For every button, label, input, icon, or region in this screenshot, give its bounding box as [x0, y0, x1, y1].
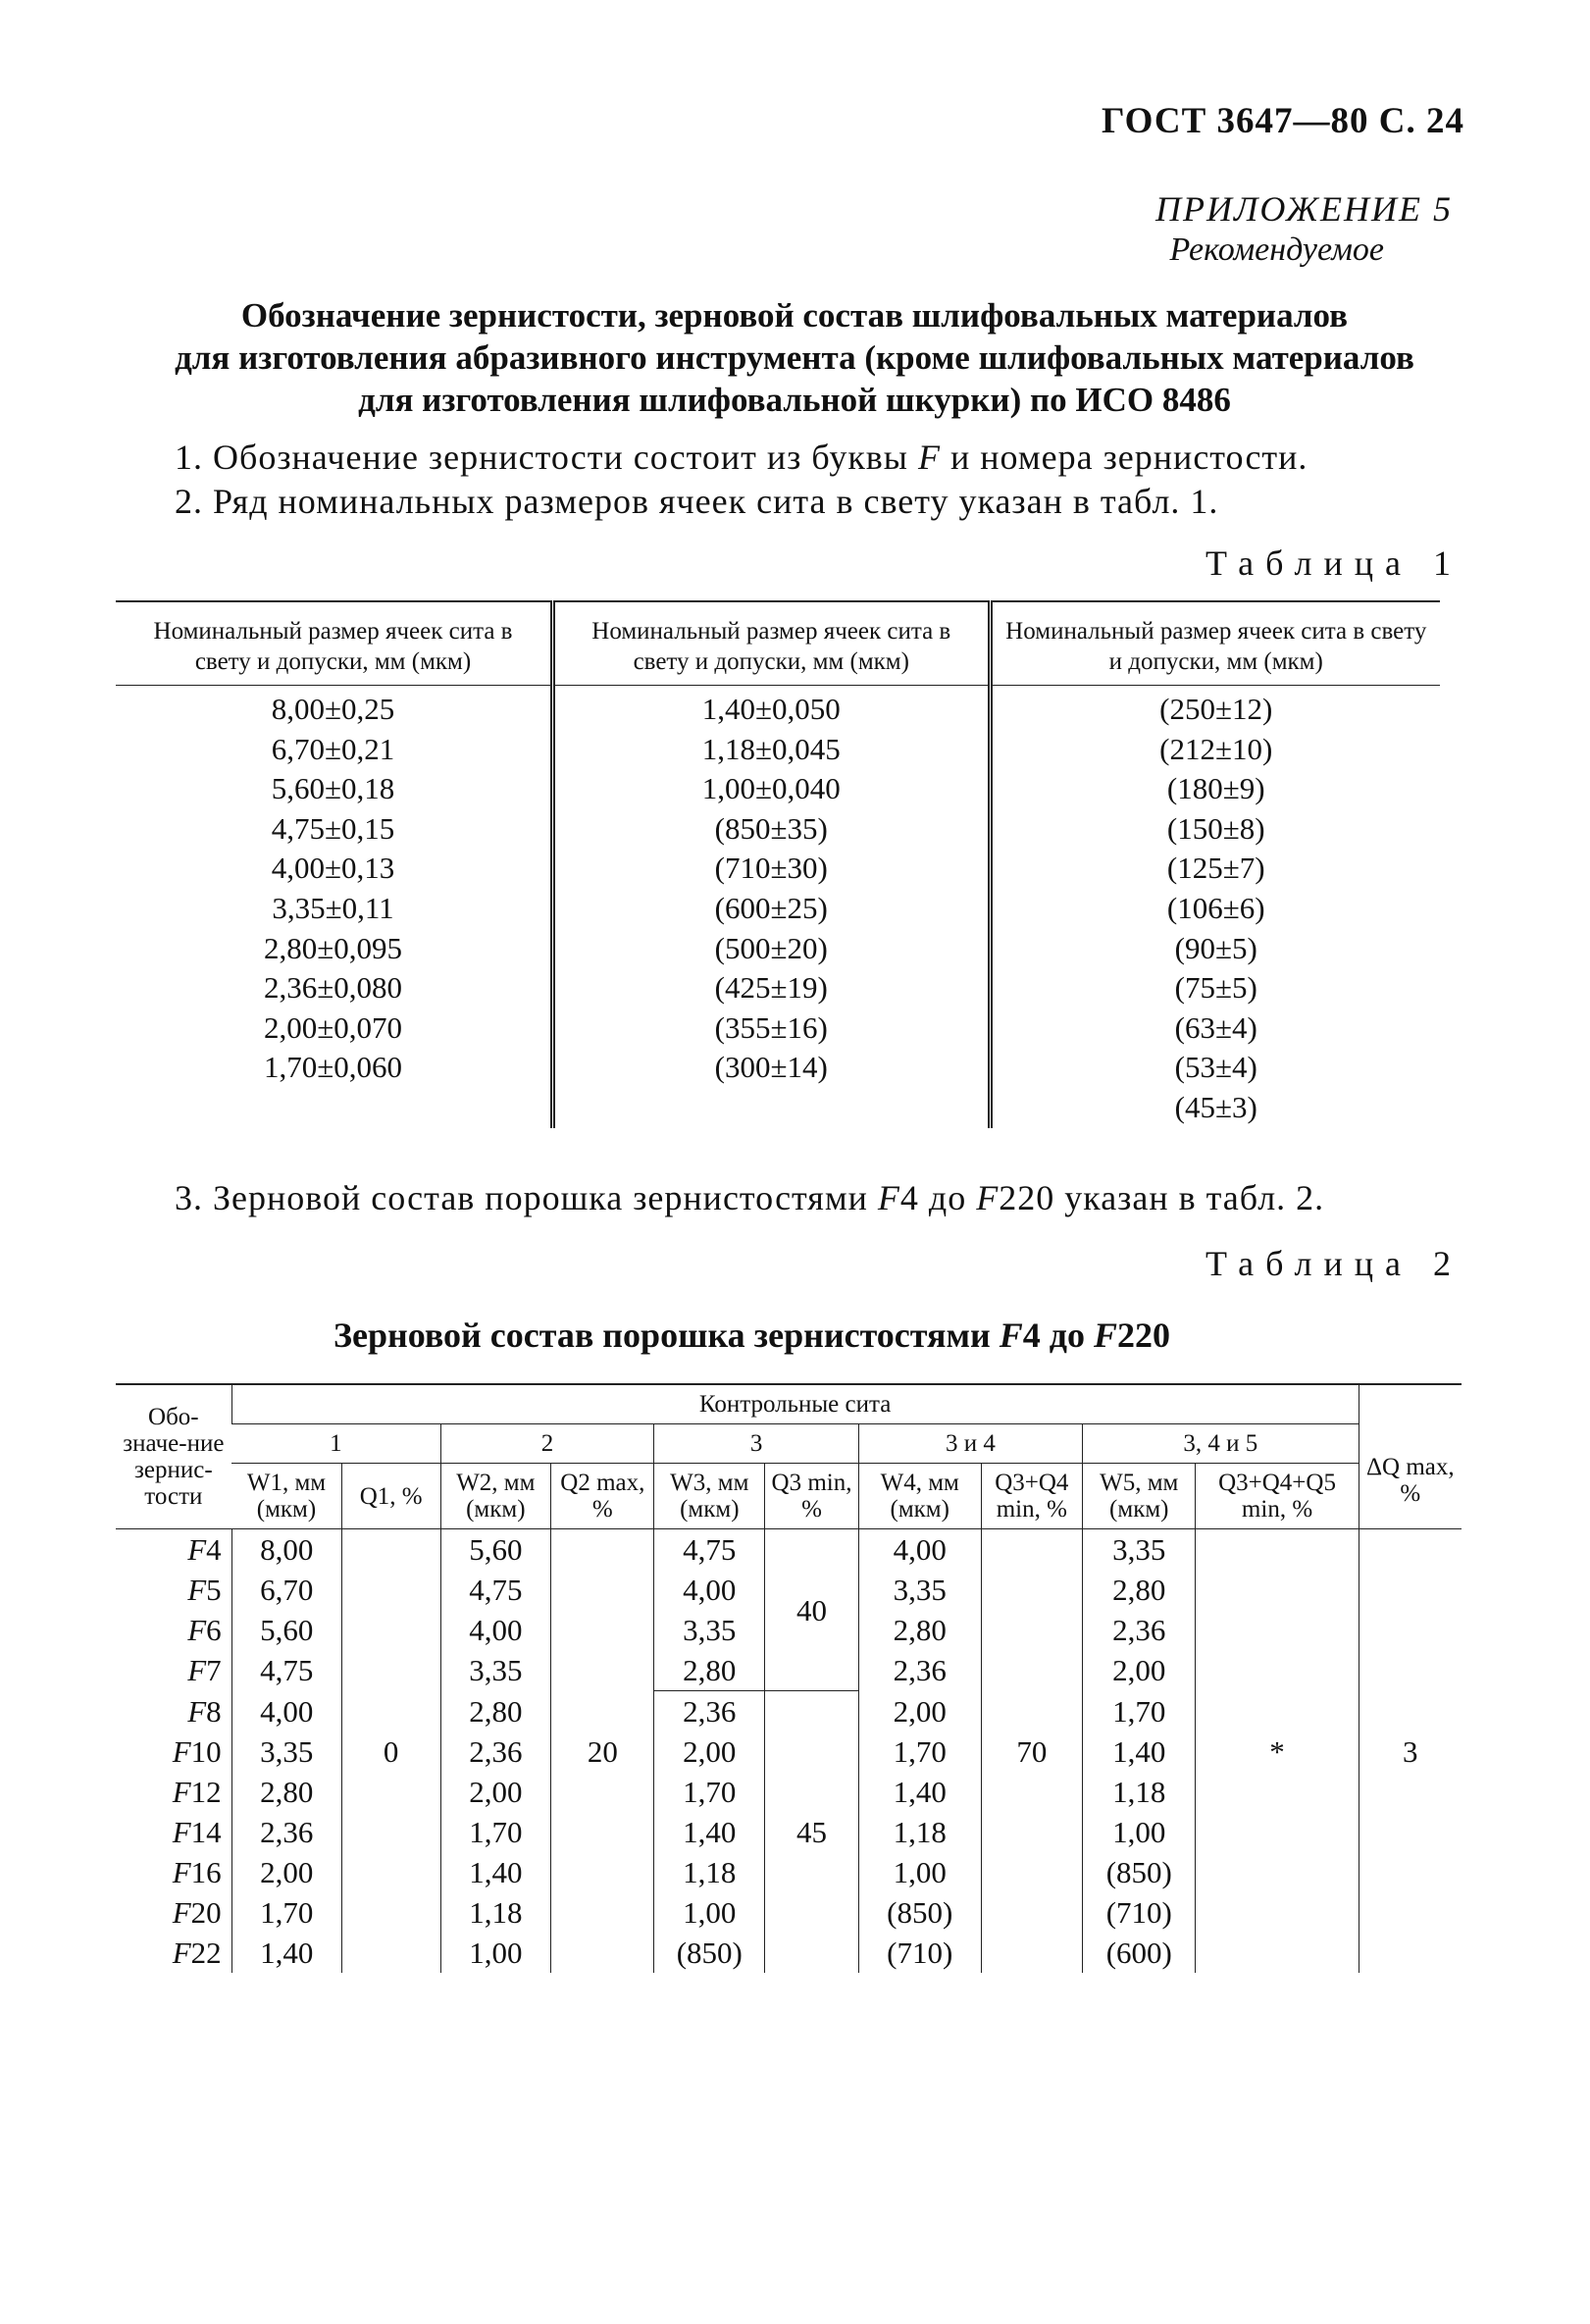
t1-cell-col2: 1,40±0,050: [553, 686, 991, 730]
t2-cell-w1: 5,60: [231, 1610, 341, 1650]
t2-cell-w2: 5,60: [440, 1529, 551, 1571]
title-line: для изготовления абразивного инструмента (кроме шлифовальных материалов: [175, 338, 1414, 377]
t2-group-2: 2: [440, 1424, 654, 1464]
t2-group-1: 1: [231, 1424, 440, 1464]
t2-cell-w3: 2,00: [654, 1731, 765, 1772]
t2-cell-w4: (710): [858, 1933, 981, 1973]
t2-cell-w5: 3,35: [1083, 1529, 1196, 1571]
t1-cell-col3: (150±8): [990, 809, 1440, 850]
title-line: Обозначение зернистости, зерновой состав шлифовальных материалов: [240, 296, 1349, 335]
table-2: [116, 1383, 1462, 1973]
t2-cell-w4: 2,00: [858, 1691, 981, 1732]
t1-cell-col3: (53±4): [990, 1048, 1440, 1088]
t1-cell-col3: (106±6): [990, 889, 1440, 929]
table-row: [116, 968, 1440, 1008]
t2-cell-w5: 2,36: [1083, 1610, 1196, 1650]
t2-cell-w3: 1,18: [654, 1852, 765, 1892]
t1-cell-col1: 2,36±0,080: [263, 970, 402, 1006]
document-title: [108, 294, 1481, 421]
t2-cell-w5: 1,70: [1083, 1691, 1196, 1732]
table1-label: Таблица 1: [1205, 543, 1462, 583]
t2-designation: F12: [172, 1775, 222, 1809]
t1-cell-col3: (212±10): [990, 730, 1440, 770]
t2-sub-q34: Q3+Q4 min, %: [981, 1464, 1083, 1529]
t2-cell-w4: 1,18: [858, 1812, 981, 1852]
table-row: [116, 809, 1440, 850]
t2-cell-w5: 1,18: [1083, 1772, 1196, 1812]
t2-cell-w2: 2,80: [440, 1691, 551, 1732]
t2-cell-w2: 1,18: [440, 1892, 551, 1933]
table-row: [116, 1008, 1440, 1049]
t1-cell-col1: 4,75±0,15: [271, 810, 395, 846]
t2-cell-q2: 20: [551, 1529, 654, 1974]
t1-cell-col2: (355±16): [553, 1008, 991, 1049]
table-row: [116, 849, 1440, 889]
t2-cell-q34: 70: [981, 1529, 1083, 1974]
t2-cell-w5: (850): [1083, 1852, 1196, 1892]
t1-cell-col2: (425±19): [553, 968, 991, 1008]
t2-designation: F5: [187, 1573, 222, 1607]
t2-cell-w4: (850): [858, 1892, 981, 1933]
t1-cell-col2: (600±25): [553, 889, 991, 929]
table-row: [116, 730, 1440, 770]
t2-sub-w1: W1, мм (мкм): [231, 1464, 341, 1529]
t2-cell-w4: 1,00: [858, 1852, 981, 1892]
page-header: ГОСТ 3647—80 С. 24: [1102, 101, 1464, 141]
t2-sub-q345: Q3+Q4+Q5 min, %: [1196, 1464, 1359, 1529]
t2-header-designation: Обо-значе-ние зернис-тости: [116, 1384, 231, 1529]
t2-cell-w2: 2,00: [440, 1772, 551, 1812]
t2-cell-w5: (600): [1083, 1933, 1196, 1973]
t1-cell-col1: 2,00±0,070: [263, 1009, 402, 1045]
table-row: [116, 1529, 1462, 1571]
t1-cell-col2: 1,00±0,040: [553, 769, 991, 809]
table-row: [116, 1048, 1440, 1088]
title-line: для изготовления шлифовальной шкурки) по ИСО 8486: [358, 381, 1231, 419]
t2-cell-w5: 1,40: [1083, 1731, 1196, 1772]
t2-cell-w1: 2,36: [231, 1812, 341, 1852]
t2-designation: F4: [187, 1532, 222, 1567]
t1-cell-col1: 2,80±0,095: [263, 930, 402, 965]
t2-cell-w4: 3,35: [858, 1570, 981, 1610]
t2-designation: F20: [172, 1895, 222, 1930]
t2-cell-q3: 45: [765, 1691, 859, 1974]
t2-designation: F7: [187, 1653, 222, 1687]
t2-designation: F6: [187, 1613, 222, 1647]
t1-cell-col3: (63±4): [990, 1008, 1440, 1049]
t2-sub-q1: Q1, %: [341, 1464, 440, 1529]
appendix-label: ПРИЛОЖЕНИЕ 5: [1155, 189, 1453, 229]
paragraph-2: 2. Ряд номинальных размеров ячеек сита в свету указан в табл. 1.: [175, 482, 1219, 521]
t2-cell-w3: 3,35: [654, 1610, 765, 1650]
t2-cell-w1: 2,00: [231, 1852, 341, 1892]
t2-cell-w1: 2,80: [231, 1772, 341, 1812]
t1-cell-col1: 3,35±0,11: [272, 890, 394, 925]
t2-sub-w4: W4, мм (мкм): [858, 1464, 981, 1529]
table-row: [116, 686, 1440, 730]
t2-cell-w4: 4,00: [858, 1529, 981, 1571]
t2-group-345: 3, 4 и 5: [1083, 1424, 1359, 1464]
t2-sub-w3: W3, мм (мкм): [654, 1464, 765, 1529]
t2-cell-w5: (710): [1083, 1892, 1196, 1933]
t1-cell-col1: 4,00±0,13: [271, 851, 395, 886]
table2-title: Зерновой состав порошка зернистостями F4 до F220: [333, 1316, 1170, 1355]
t1-cell-col3: (125±7): [990, 849, 1440, 889]
table-row: [116, 1088, 1440, 1128]
t2-cell-w4: 2,36: [858, 1650, 981, 1691]
t1-header-col1: Номинальный размер ячеек сита в свету и допуски, мм (мкм): [116, 601, 553, 686]
t2-cell-w1: 1,40: [231, 1933, 341, 1973]
table-row: [116, 929, 1440, 969]
t1-cell-col1: 1,70±0,060: [263, 1050, 402, 1085]
paragraph-1: 1. Обозначение зернистости состоит из буквы F и номера зернистости.: [175, 438, 1308, 477]
t2-cell-w5: 1,00: [1083, 1812, 1196, 1852]
t2-sub-w2: W2, мм (мкм): [440, 1464, 551, 1529]
t1-cell-col2: (500±20): [553, 929, 991, 969]
t2-designation: F16: [172, 1855, 222, 1889]
t2-designation: F14: [172, 1815, 222, 1849]
t1-cell-col2: (710±30): [553, 849, 991, 889]
t1-cell-col3: (75±5): [990, 968, 1440, 1008]
table-row: [116, 769, 1440, 809]
t1-header-col2: Номинальный размер ячеек сита в свету и допуски, мм (мкм): [553, 601, 991, 686]
recommended-label: Рекомендуемое: [1169, 232, 1384, 268]
t1-cell-col2: (850±35): [553, 809, 991, 850]
t2-cell-q1: 0: [341, 1529, 440, 1974]
t2-cell-w4: 1,70: [858, 1731, 981, 1772]
t2-cell-w5: 2,00: [1083, 1650, 1196, 1691]
t1-cell-col1: [116, 1088, 553, 1128]
t2-cell-w2: 1,70: [440, 1812, 551, 1852]
t2-cell-w3: 1,00: [654, 1892, 765, 1933]
t2-cell-q3: 40: [765, 1529, 859, 1691]
table2-label: Таблица 2: [1205, 1244, 1462, 1283]
t1-cell-col3: (250±12): [990, 686, 1440, 730]
t2-designation: F22: [172, 1936, 222, 1970]
t1-header-col3: Номинальный размер ячеек сита в свету и допуски, мм (мкм): [990, 601, 1440, 686]
t2-designation: F8: [187, 1693, 222, 1729]
t2-cell-w3: 2,80: [654, 1650, 765, 1691]
table-1: [116, 600, 1440, 1128]
paragraph-3: 3. Зерновой состав порошка зернистостями F4 до F220 указан в табл. 2.: [175, 1178, 1325, 1217]
t2-group-34: 3 и 4: [858, 1424, 1082, 1464]
t1-cell-col2: 1,18±0,045: [553, 730, 991, 770]
t2-cell-w4: 1,40: [858, 1772, 981, 1812]
t1-cell-col2: (300±14): [553, 1048, 991, 1088]
t2-designation: F10: [172, 1734, 222, 1769]
t2-sub-w5: W5, мм (мкм): [1083, 1464, 1196, 1529]
t2-cell-w3: 4,75: [654, 1529, 765, 1571]
t1-cell-col2: [553, 1088, 991, 1128]
t2-cell-w1: 1,70: [231, 1892, 341, 1933]
t1-cell-col1: 6,70±0,21: [271, 731, 395, 766]
t1-cell-col3: (180±9): [990, 769, 1440, 809]
t2-cell-dq: 3: [1359, 1529, 1462, 1974]
t1-cell-col3: (90±5): [990, 929, 1440, 969]
t2-cell-w2: 2,36: [440, 1731, 551, 1772]
t2-cell-w3: 1,40: [654, 1812, 765, 1852]
t2-cell-w1: 3,35: [231, 1731, 341, 1772]
t2-header-dq: ΔQ max, %: [1359, 1384, 1462, 1529]
t1-cell-col3: (45±3): [990, 1088, 1440, 1128]
t2-sub-q2: Q2 max, %: [551, 1464, 654, 1529]
t2-cell-w1: 4,75: [231, 1650, 341, 1691]
t2-cell-w3: 2,36: [654, 1691, 765, 1732]
t2-sub-q3: Q3 min, %: [765, 1464, 859, 1529]
t2-cell-w2: 4,75: [440, 1570, 551, 1610]
t2-cell-w2: 1,40: [440, 1852, 551, 1892]
t2-cell-w2: 3,35: [440, 1650, 551, 1691]
t2-cell-q345: *: [1196, 1529, 1359, 1974]
t2-cell-w3: 1,70: [654, 1772, 765, 1812]
t2-cell-w4: 2,80: [858, 1610, 981, 1650]
t2-cell-w3: 4,00: [654, 1570, 765, 1610]
table-row: [116, 889, 1440, 929]
t1-cell-col1: 8,00±0,25: [271, 692, 395, 726]
t2-header-control-sieves: Контрольные сита: [231, 1384, 1359, 1424]
t1-cell-col1: 5,60±0,18: [271, 771, 395, 806]
t2-cell-w3: (850): [654, 1933, 765, 1973]
t2-group-3: 3: [654, 1424, 858, 1464]
t2-cell-w2: 4,00: [440, 1610, 551, 1650]
t2-cell-w1: 6,70: [231, 1570, 341, 1610]
t2-cell-w2: 1,00: [440, 1933, 551, 1973]
t2-cell-w5: 2,80: [1083, 1570, 1196, 1610]
t2-cell-w1: 8,00: [231, 1529, 341, 1571]
t2-cell-w1: 4,00: [231, 1691, 341, 1732]
